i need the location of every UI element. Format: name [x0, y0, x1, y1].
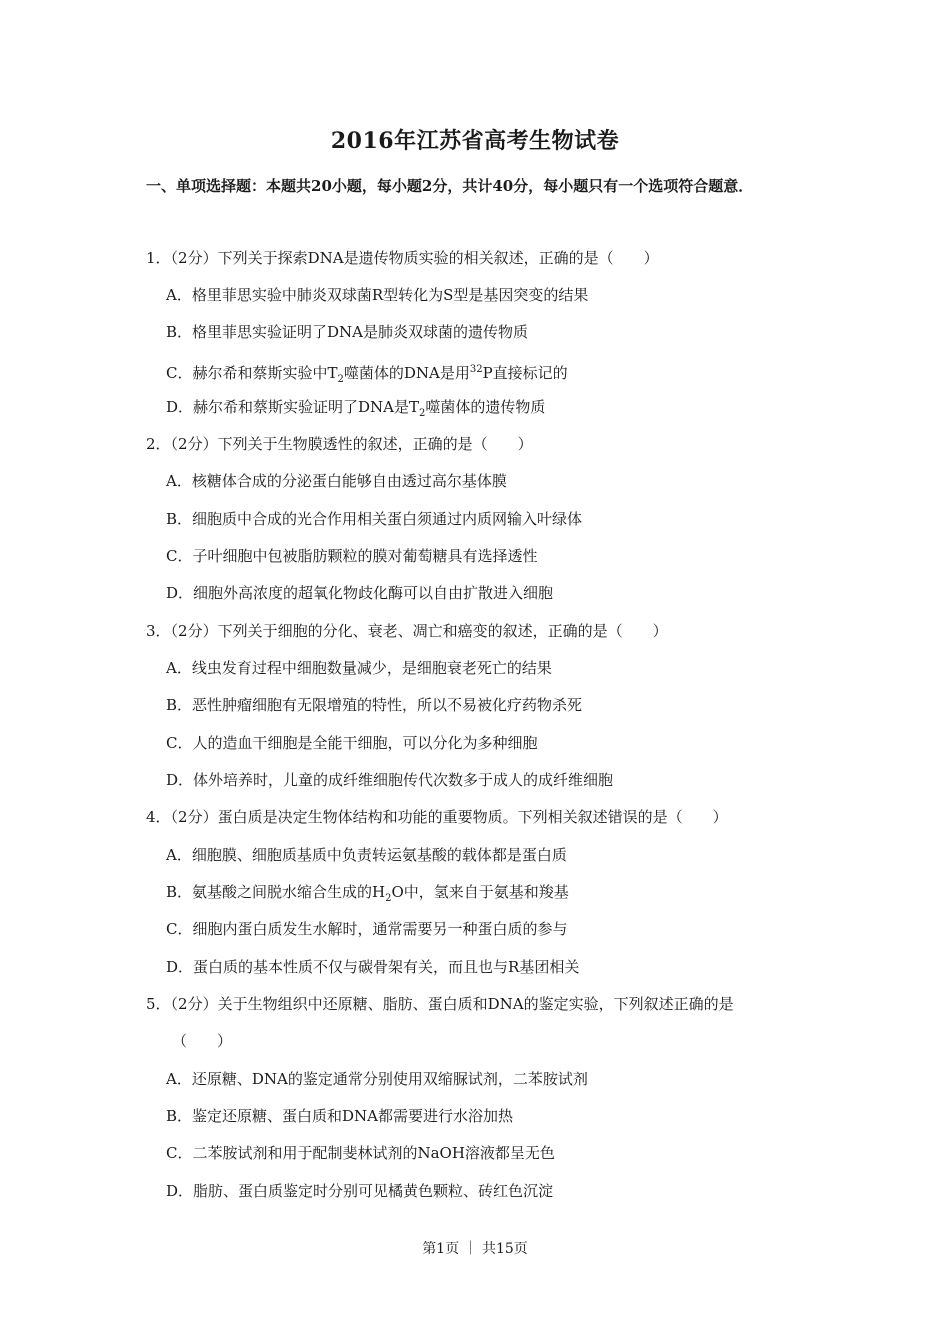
question-1-option-c	[166, 358, 568, 392]
subscript: 2	[337, 374, 344, 385]
option-text: C．赫尔希和蔡斯实验中T	[166, 364, 338, 382]
question-3-option-a: A．线虫发育过程中细胞数量减少，是细胞衰老死亡的结果	[166, 659, 552, 677]
question-1-option-b: B．格里菲思实验证明了DNA是肺炎双球菌的遗传物质	[166, 323, 529, 341]
question-3-stem: 3．（2分）下列关于细胞的分化、衰老、凋亡和癌变的叙述，正确的是（ ）	[146, 622, 668, 640]
question-5-option-b: B．鉴定还原糖、蛋白质和DNA都需要进行水浴加热	[166, 1107, 514, 1125]
option-text: B．氨基酸之间脱水缩合生成的H	[166, 883, 386, 901]
question-2-option-c: C．子叶细胞中包被脂肪颗粒的膜对葡萄糖具有选择透性	[166, 547, 538, 565]
question-4-option-d: D．蛋白质的基本性质不仅与碳骨架有关，而且也与R基团相关	[166, 958, 580, 976]
question-3-option-c: C．人的造血干细胞是全能干细胞，可以分化为多种细胞	[166, 734, 538, 752]
subscript: 2	[385, 893, 392, 904]
question-2-stem: 2．（2分）下列关于生物膜透性的叙述，正确的是（ ）	[146, 435, 533, 453]
page-title: 2016年江苏省高考生物试卷	[330, 128, 620, 154]
question-4-stem: 4．（2分）蛋白质是决定生物体结构和功能的重要物质。下列相关叙述错误的是（ ）	[146, 808, 728, 826]
superscript: 32	[469, 364, 483, 375]
option-text: 噬菌体的DNA是用	[343, 364, 470, 382]
question-1-option-a: A．格里菲思实验中肺炎双球菌R型转化为S型是基因突变的结果	[166, 286, 589, 304]
question-4-option-c: C．细胞内蛋白质发生水解时，通常需要另一种蛋白质的参与	[166, 920, 568, 938]
question-2-option-d: D．细胞外高浓度的超氧化物歧化酶可以自由扩散进入细胞	[166, 584, 554, 602]
question-2-option-a: A．核糖体合成的分泌蛋白能够自由透过高尔基体膜	[166, 472, 507, 490]
option-text: D．赫尔希和蔡斯实验证明了DNA是T	[166, 398, 420, 416]
question-5-option-c: C．二苯胺试剂和用于配制斐林试剂的NaOH溶液都呈无色	[166, 1144, 555, 1162]
question-4-option-a: A．细胞膜、细胞质基质中负责转运氨基酸的载体都是蛋白质	[166, 846, 567, 864]
question-5-stem-continuation: （ ）	[172, 1032, 233, 1050]
question-1-option-d	[166, 395, 545, 426]
option-text: O中，氢来自于氨基和羧基	[391, 883, 569, 901]
question-5-option-a: A．还原糖、DNA的鉴定通常分别使用双缩脲试剂，二苯胺试剂	[166, 1070, 588, 1088]
question-5-stem: 5．（2分）关于生物组织中还原糖、脂肪、蛋白质和DNA的鉴定实验，下列叙述正确的是	[146, 995, 734, 1013]
page-footer: 第1页 ｜ 共15页	[422, 1241, 528, 1257]
question-2-option-b: B．细胞质中合成的光合作用相关蛋白须通过内质网输入叶绿体	[166, 510, 583, 528]
subscript: 2	[419, 408, 426, 419]
question-3-option-d: D．体外培养时，儿童的成纤维细胞传代次数多于成人的成纤维细胞	[166, 771, 614, 789]
option-text: 噬菌体的遗传物质	[425, 398, 546, 416]
section-heading: 一、单项选择题：本题共20小题，每小题2分，共计40分，每小题只有一个选项符合题意．	[146, 177, 754, 195]
question-1-stem: 1．（2分）下列关于探索DNA是遗传物质实验的相关叙述，正确的是（ ）	[146, 249, 659, 267]
question-3-option-b: B．恶性肿瘤细胞有无限增殖的特性，所以不易被化疗药物杀死	[166, 696, 583, 714]
question-4-option-b	[166, 880, 569, 911]
option-text: P直接标记的	[482, 364, 568, 382]
question-5-option-d: D．脂肪、蛋白质鉴定时分别可见橘黄色颗粒、砖红色沉淀	[166, 1182, 554, 1200]
